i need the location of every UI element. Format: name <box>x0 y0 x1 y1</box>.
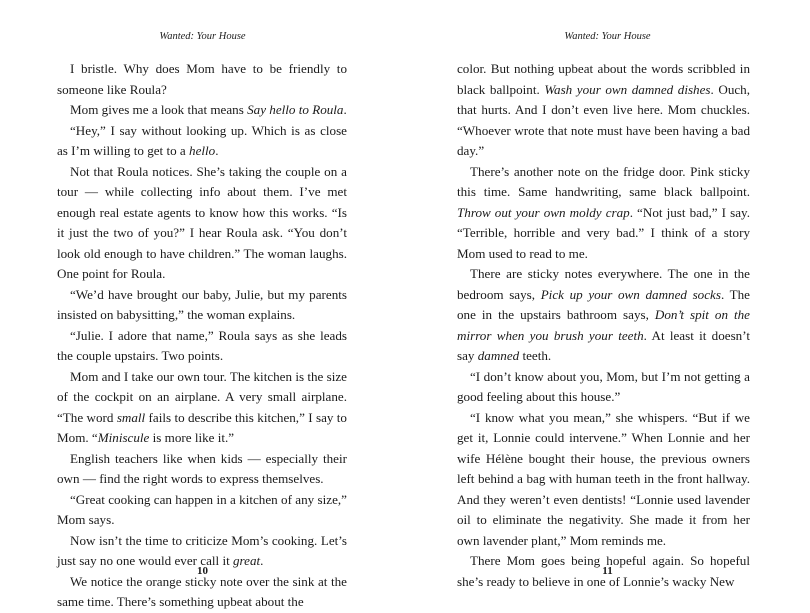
text-run: There’s another note on the fridge door. Pink sticky this time. Same handwriting, same black ballpoint. <box>457 163 750 199</box>
right-page <box>405 0 810 608</box>
text-run: I bristle. Why does Mom have to be friendly to someone like Roula? <box>57 61 347 97</box>
italic-text: hello <box>189 143 216 158</box>
text-run: “We’d have brought our baby, Julie, but my parents insisted on babysitting,” the woman explains. <box>57 286 347 322</box>
italic-text: Don’t spit on the mirror when you brush your teeth <box>457 307 750 343</box>
text-run: “I know what you mean,” she whispers. “But if we get it, Lonnie could intervene.” When Lonnie and her wife Hélène bought their house, the previous owners left behind a bag with human teeth in the front hallway. And they weren’t even dentists! “Lonnie used lavender oil to eliminate the negativity. She made it from her own lavender plant,” Mom reminds me. <box>457 409 750 548</box>
text-run: “I don’t know about you, Mom, but I’m not getting a good feeling about this house.” <box>457 368 750 404</box>
text-run: English teachers like when kids — especially their own — find the right words to express themselves. <box>57 450 347 486</box>
paragraph <box>57 449 347 490</box>
text-run: “Great cooking can happen in a kitchen of any size,” Mom says. <box>57 491 347 527</box>
italic-text: Pick up your own damned socks <box>540 286 721 302</box>
text-run: We notice the orange sticky note over the sink at the same time. There’s something upbeat about the <box>57 573 347 609</box>
italic-text: Miniscule <box>97 430 150 445</box>
paragraph <box>57 285 347 326</box>
text-run: . At least it doesn’t say <box>457 327 750 363</box>
page-number: 11 <box>602 565 613 577</box>
text-run: . “Not just bad,” I say. “Terrible, horrible and very bad.” I think of a story Mom used to read to me. <box>457 204 750 261</box>
italic-text: damned <box>477 348 520 363</box>
text-run: Mom gives me a look that means <box>70 102 248 117</box>
text-run: color. But nothing upbeat about the words scribbled in black ballpoint. <box>457 61 750 97</box>
text-run: fails to describe this kitchen,” I say to Mom. “ <box>57 409 347 445</box>
running-head: Wanted: Your House <box>159 31 246 42</box>
page-number: 10 <box>197 565 208 577</box>
italic-text: Throw out your own moldy crap <box>457 204 630 220</box>
paragraph <box>57 326 347 367</box>
text-run: Not that Roula notices. She’s taking the couple on a tour — while collecting info about them. I’ve met enough real estate agents to know how this works. “Is it just the two of you?” I hear Roula ask. “You don’t look old enough to have children.” The woman laughs. One point for Roula. <box>57 163 347 281</box>
text-run: “Julie. I adore that name,” Roula says as she leads the couple upstairs. Two points. <box>57 327 347 363</box>
text-run: is more like it.” <box>149 430 235 445</box>
paragraph <box>57 162 347 285</box>
text-run: . Ouch, that hurts. And I don’t even live here. Mom chuckles. “Whoever wrote that note must have been having a bad day.” <box>457 81 750 158</box>
paragraph <box>57 100 347 121</box>
paragraph <box>457 367 750 408</box>
paragraph <box>457 408 750 552</box>
text-run: Mom and I take our own tour. The kitchen is the size of the cockpit on an airplane. A very small airplane. “The word <box>57 368 347 425</box>
text-run: “Hey,” I say without looking up. Which is as close as I’m willing to get to a <box>57 122 347 158</box>
paragraph <box>57 121 347 162</box>
italic-text: small <box>116 409 146 425</box>
text-run: . <box>260 553 264 568</box>
italic-text: great <box>233 553 261 568</box>
paragraph <box>57 572 347 613</box>
left-page <box>0 0 405 608</box>
italic-text: Say hello to Roula <box>247 102 344 117</box>
body-text <box>57 59 347 613</box>
paragraph <box>457 162 750 265</box>
italic-text: Wash your own damned dishes <box>544 81 711 97</box>
body-text <box>457 59 750 592</box>
paragraph <box>57 490 347 531</box>
text-run: . <box>215 143 219 158</box>
paragraph <box>57 59 347 100</box>
running-head: Wanted: Your House <box>564 31 651 42</box>
text-run: There Mom goes being hopeful again. So hopeful she’s ready to believe in one of Lonnie’s wacky New <box>457 553 750 589</box>
paragraph <box>57 367 347 449</box>
text-run: Now isn’t the time to criticize Mom’s cooking. Let’s just say no one would ever call it <box>57 532 347 568</box>
text-run: . The one in the upstairs bathroom says, <box>457 286 750 322</box>
text-run: There are sticky notes everywhere. The one in the bedroom says, <box>457 266 750 302</box>
paragraph <box>457 264 750 367</box>
text-run: teeth. <box>519 348 552 363</box>
paragraph <box>457 59 750 162</box>
text-run: . <box>343 102 347 117</box>
